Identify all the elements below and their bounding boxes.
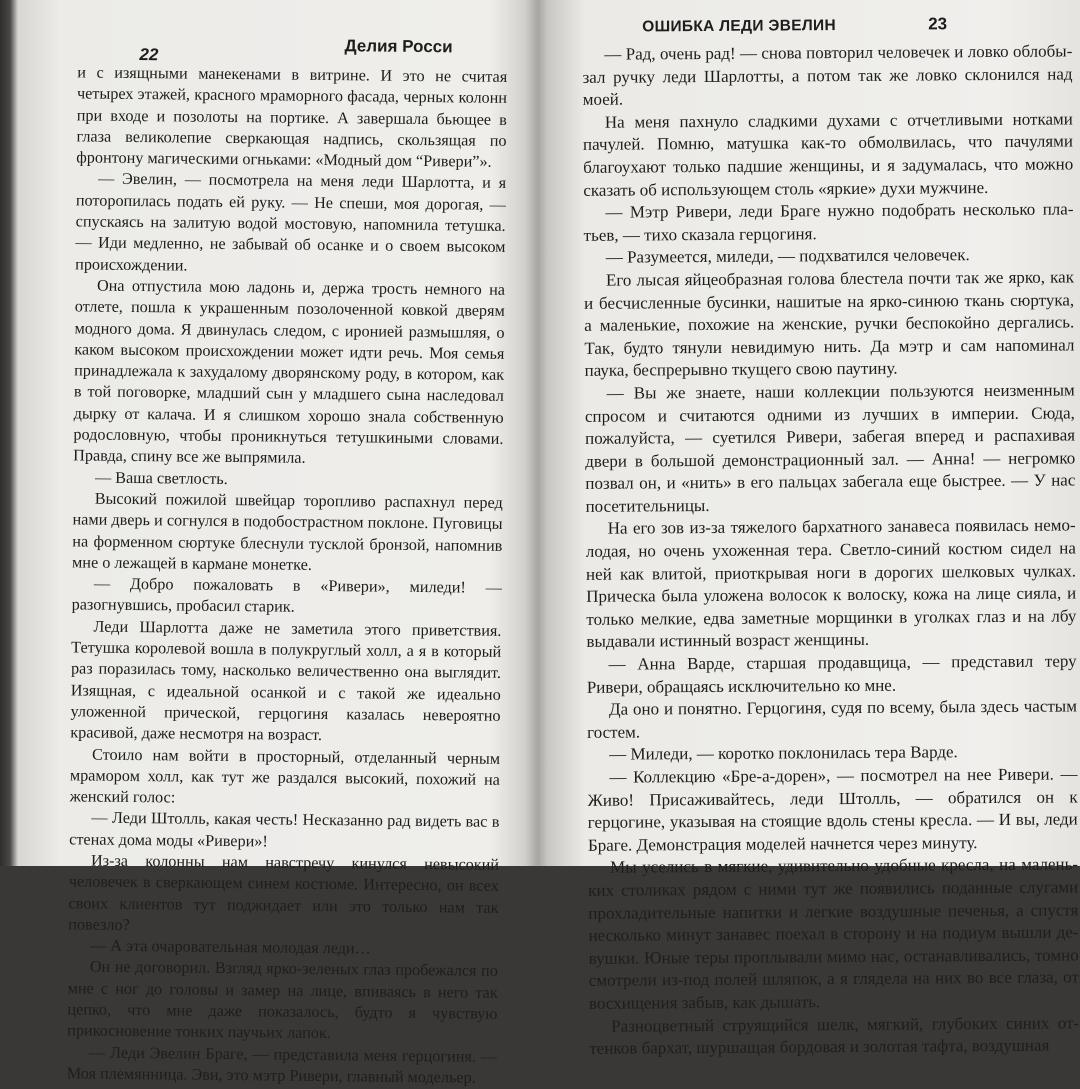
paragraph: Он не договорил. Взгляд ярко-зеленых глаз пробежался по мне с ног до головы и замер на лице, впиваясь в него так цепко, что мне даже показалось, будто я чувствую прикосновение тонких паучьих лапок.	[67, 958, 498, 1043]
paragraph: — Рад, очень рад! — снова повторил человечек и ловко облобызал ручку леди Шарлотты, а потом так же ловко склонился над моей.	[582, 41, 1073, 110]
paragraph: — Эвелин, — посмотрела на меня леди Шарлотта, и я поторопилась подать ей руку. — Не спеши, моя дорогая, — спускаясь на залитую водой мостовую, напомнила тетушка. — Иди медленно, не забывай об осанке и о своем высоком происхождении.	[75, 170, 507, 275]
paragraph: Высокий пожилой швейцар торопливо распахнул перед нами дверь и согнулся в подобострастном поклоне. Пуговицы на форменном сюртуке блеснули тусклой бронзой, напомнив мне о лежащей в кармане монетке.	[72, 489, 503, 574]
paragraph: — Ваша светлость.	[94, 468, 228, 488]
paragraph: Его лысая яйцеобразная голова блестела почти так же ярко, как и бесчисленные бусинки, нашитые на ярко-синюю ткань сюртука, а маленькие, похожие на женские, ручки беспокойно дергались. Так, будто тянули невидимую нить. Да мэтр и сам напоминал паука, беспрерывно ткущего свою паутину.	[584, 267, 1075, 381]
paragraph: На меня пахнуло сладкими духами с отчетливыми нотками пачулей. Помню, матушка как-то обмолвилась, что пачулями благоухают только падшие женщины, и я задумалась, что можно сказать об использующем столь «яркие» духи мужчине.	[582, 109, 1074, 200]
paragraph: На его зов из-за тяжелого бархатного занавеса появилась немолодая, но очень ухоженная тера. Светло-синий костюм сидел на ней как влитой, приоткрывая ноги в дорогих шелковых чулках. Прическа была уложена волосок к волоску, кожа на лице сияла, и только мелкие, едва заметные морщинки в уголках глаз и на лбу выдавали истинный возраст женщины.	[585, 515, 1077, 652]
paragraph: — Добро пожаловать в «Ривери», миледи! — разогнувшись, пробасил старик.	[71, 574, 502, 617]
paragraph: Разноцветный струящийся шелк, мягкий, глубоких синих оттенков бархат, шуршащая бордовая и золотая тафта, воздушная	[589, 1012, 1080, 1058]
left-running-head: Делия Росси	[344, 36, 453, 57]
left-page-text	[67, 62, 508, 1089]
paragraph: — Леди Эвелин Браге, — представила меня герцогиня. — Моя племянница. Эви, это мэтр Ривери, главный модельер.	[66, 1043, 498, 1087]
right-page	[560, 0, 1080, 1058]
right-page-text	[582, 40, 1079, 1060]
paragraph: — Миледи, — коротко поклонилась тера Варде.	[609, 742, 958, 765]
right-running-head: ОШИБКА ЛЕДИ ЭВЕЛИН	[642, 17, 836, 36]
left-page	[39, 0, 510, 1087]
paragraph: Она отпустила мою ладонь и, держа трость немного на отлете, пошла к украшенным позолоченной ковкой дверям модного дома. Я двинулась следом, с иронией размышляя, о каком высоком происхождении может идти речь. Моя семья принадлежала к захудалому дворянскому роду, в котором, как в той поговорке, младший сын у младшего сына наследовал дырку от калача. И я слишком хорошо знала собственную родословную, чтобы проникнуться тетушкиными словами. Правда, спину все же выпрямила.	[73, 276, 506, 468]
paragraph: Мы уселись в мягкие, удивительно удобные кресла, на маленьких столиках рядом с ними тут же появились поданные слугами прохладительные напитки и легкие воздушные печенья, а спустя несколько минут занавес поехал в сторону и на подиум вышли девушки. Юные теры проплывали мимо нас, останавливались, томно смотрели из-под полей шляпок, а я глядела на них во все глаза, от восхищения забыв, как дышать.	[588, 854, 1079, 1013]
paragraph: — А эта очаровательная молодая леди…	[90, 936, 371, 958]
left-page-number: 22	[139, 45, 159, 65]
paragraph: Да оно и понятно. Герцогиня, судя по всему, была здесь частым гостем.	[587, 696, 1078, 742]
left-page-header	[39, 0, 510, 65]
paragraph: Из-за колонны нам навстречу кинулся невысокий человечек в сверкающем синем костюме. Интересно, он всех своих клиентов тут поджидает или это только нам так повезло?	[68, 851, 500, 934]
paragraph: Леди Шарлотта даже не заметила этого приветствия. Тетушка королевой вошла в полукруглый холл, а я в который раз поразилась тому, насколько величественно она выглядит. Изящная, с идеальной осанкой и с такой же идеально уложенной прической, герцогиня казалась невероятно красивой, даже несмотря на возраст.	[70, 617, 502, 745]
paragraph: Стоило нам войти в просторный, отделанный черным мрамором холл, как тут же раздался высокий, похожий на женский голос:	[69, 745, 501, 807]
right-page-number: 23	[928, 14, 948, 34]
paragraph: — Леди Штолль, какая честь! Несказанно рад видеть вас в стенах дома моды «Ривери»!	[69, 808, 500, 851]
paragraph: — Анна Варде, старшая продавщица, — представил теру Ривери, обращаясь исключительно ко мне.	[586, 651, 1077, 697]
paragraph: — Коллекцию «Бре-а-дорен», — посмотрел на нее Ривери. — Живо! Присаживайтесь, леди Штолль, — обратился он к герцогине, указывая на стоящие вдоль стены кресла. — И вы, леди Браге. Демонстрация моделей начнется через минуту.	[587, 764, 1078, 855]
paragraph: — Мэтр Ривери, леди Браге нужно подобрать несколько платьев, — тихо сказала герцогиня.	[583, 199, 1074, 245]
paragraph: — Разумеется, миледи, — подхватился человечек.	[605, 245, 970, 268]
paragraph: и с изящными манекенами в витрине. И это не считая четырех этажей, красного мраморного фасада, черных колонн при входе и позолоты на портике. А завершала бьющее в глаза великолепие сверкающая надпись, скользящая по фронтону магическими огньками: «Модный дом “Ривери”».	[76, 63, 508, 171]
paragraph: — Вы же знаете, наши коллекции пользуются неизменным спросом и считаются одними из лучших в империи. Сюда, пожалуйста, — суетился Ривери, забегая вперед и распахивая двери в большой демонстрационный зал. — Анна! — негромко позвал он, и «нить» в его пальцах забегала еще быстрее. — У нас посетительницы.	[584, 380, 1076, 516]
